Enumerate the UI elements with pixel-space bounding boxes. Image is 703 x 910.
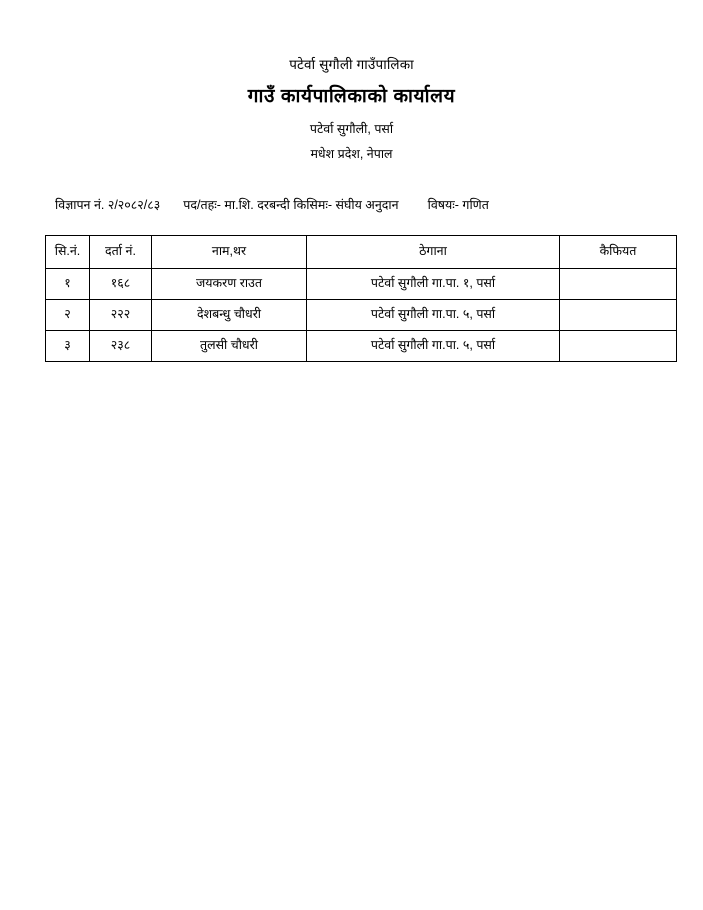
office-province: मधेश प्रदेश, नेपाल [310,147,393,161]
cell-remarks [560,300,677,331]
subject-info: विषयः- गणित [427,198,489,212]
column-header-address: ठेगाना [307,236,560,269]
office-address: पटेर्वा सुगौली, पर्सा [309,122,394,136]
table-row [46,331,677,362]
cell-registration: २२२ [90,300,152,331]
cell-serial: १ [46,269,90,300]
municipality-name: पटेर्वा सुगौली गाउँपालिका [289,57,414,72]
cell-name: तुलसी चौधरी [152,331,307,362]
cell-remarks [560,269,677,300]
cell-registration: २३८ [90,331,152,362]
column-header-registration: दर्ता नं. [90,236,152,269]
cell-serial: २ [46,300,90,331]
document-header [45,55,658,162]
advertisement-meta-row [45,196,658,213]
cell-name: देशबन्धु चौधरी [152,300,307,331]
column-header-serial: सि.नं. [46,236,90,269]
post-level-info: पद/तहः- मा.शि. दरबन्दी किसिमः- संघीय अनुदान [183,198,399,212]
table-row [46,269,677,300]
cell-name: जयकरण राउत [152,269,307,300]
cell-address: पटेर्वा सुगौली गा.पा. ५, पर्सा [307,300,560,331]
cell-serial: ३ [46,331,90,362]
table-header-row [46,236,677,269]
cell-address: पटेर्वा सुगौली गा.पा. १, पर्सा [307,269,560,300]
cell-address: पटेर्वा सुगौली गा.पा. ५, पर्सा [307,331,560,362]
table-row [46,300,677,331]
candidates-table [45,235,677,362]
cell-remarks [560,331,677,362]
advertisement-number: विज्ञापन नं. २/२०८२/८३ [55,198,161,212]
column-header-name: नाम,थर [152,236,307,269]
office-title: गाउँ कार्यपालिकाको कार्यालय [247,86,456,107]
cell-registration: १६८ [90,269,152,300]
column-header-remarks: कैफियत [560,236,677,269]
